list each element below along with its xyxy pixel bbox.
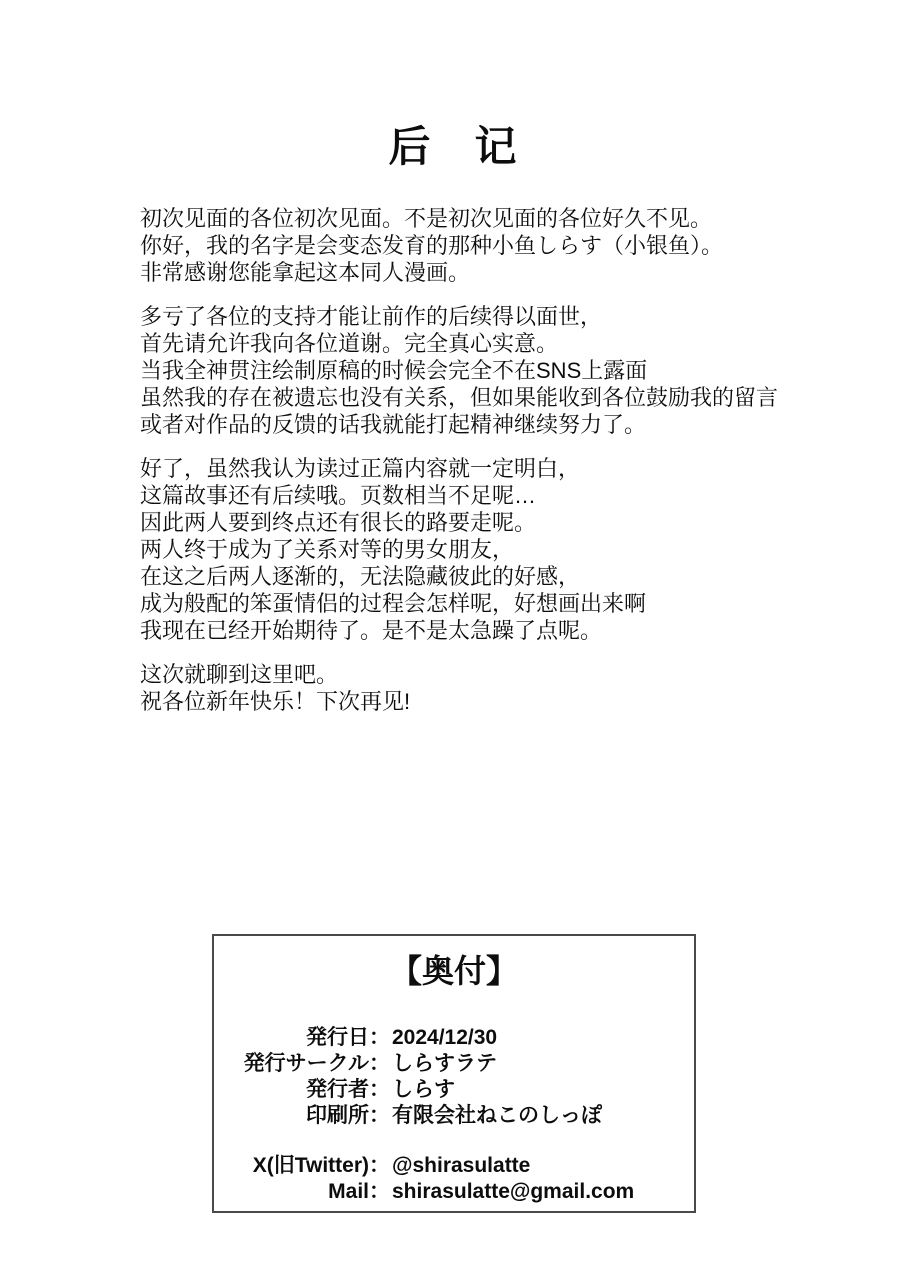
- text-line: 成为般配的笨蛋情侣的过程会怎样呢，好想画出来啊: [140, 591, 647, 616]
- text-line: 我现在已经开始期待了。是不是太急躁了点呢。: [140, 618, 603, 643]
- text-line: 首先请允许我向各位道谢。完全真心实意。: [140, 331, 559, 356]
- afterword-body: [140, 205, 860, 715]
- paragraph: [140, 661, 860, 715]
- text-line: 多亏了各位的支持才能让前作的后续得以面世，: [140, 304, 603, 329]
- text-line: 当我全神贯注绘制原稿的时候会完全不在SNS上露面: [140, 358, 648, 383]
- colophon-value: @shirasulatte: [392, 1153, 531, 1177]
- text-line: 这次就聊到这里吧。: [140, 662, 339, 687]
- text-line: 你好，我的名字是会变态发育的那种小鱼しらす（小银鱼）。: [140, 233, 724, 258]
- colophon-row: [214, 1077, 694, 1103]
- text-line: 初次见面的各位初次见面。不是初次见面的各位好久不见。: [140, 206, 713, 231]
- colophon-row: [214, 1179, 694, 1205]
- colophon-label: 印刷所：: [306, 1103, 390, 1127]
- colophon-contacts: [214, 1153, 694, 1205]
- paragraph: [140, 455, 860, 644]
- page-title: 后 记: [388, 123, 518, 170]
- paragraph: [140, 205, 860, 286]
- text-line: 或者对作品的反馈的话我就能打起精神继续努力了。: [140, 412, 647, 437]
- text-line: 非常感谢您能拿起这本同人漫画。: [140, 260, 471, 285]
- colophon-entries: [214, 1025, 694, 1129]
- text-line: 好了，虽然我认为读过正篇内容就一定明白，: [140, 456, 581, 481]
- colophon-value: 有限会社ねこのしっぽ: [392, 1103, 602, 1127]
- paragraph: [140, 303, 860, 438]
- colophon-title: 【奥付】: [389, 953, 518, 989]
- colophon-value: shirasulatte@gmail.com: [392, 1179, 635, 1203]
- text-line: 祝各位新年快乐！下次再见!: [140, 689, 411, 714]
- colophon-value: しらすラテ: [392, 1051, 497, 1075]
- colophon-row: [214, 1051, 694, 1077]
- colophon-label: 発行者：: [306, 1077, 390, 1101]
- text-line: 在这之后两人逐渐的，无法隐藏彼此的好感，: [140, 564, 581, 589]
- colophon-label: Mail：: [328, 1179, 390, 1203]
- colophon-row: [214, 1103, 694, 1129]
- colophon-value: 2024/12/30: [392, 1025, 498, 1049]
- colophon-row: [214, 1153, 694, 1179]
- colophon-label: 発行サークル：: [243, 1051, 390, 1075]
- colophon-label: X(旧Twitter)：: [252, 1153, 390, 1177]
- colophon-row: [214, 1025, 694, 1051]
- colophon-value: しらす: [392, 1077, 455, 1101]
- text-line: 因此两人要到终点还有很长的路要走呢。: [140, 510, 537, 535]
- text-line: 虽然我的存在被遗忘也没有关系，但如果能收到各位鼓励我的留言: [140, 385, 779, 410]
- colophon-label: 発行日：: [306, 1025, 390, 1049]
- colophon-box: [212, 934, 696, 1213]
- text-line: 两人终于成为了关系对等的男女朋友，: [140, 537, 515, 562]
- text-line: 这篇故事还有后续哦。页数相当不足呢…: [140, 483, 537, 508]
